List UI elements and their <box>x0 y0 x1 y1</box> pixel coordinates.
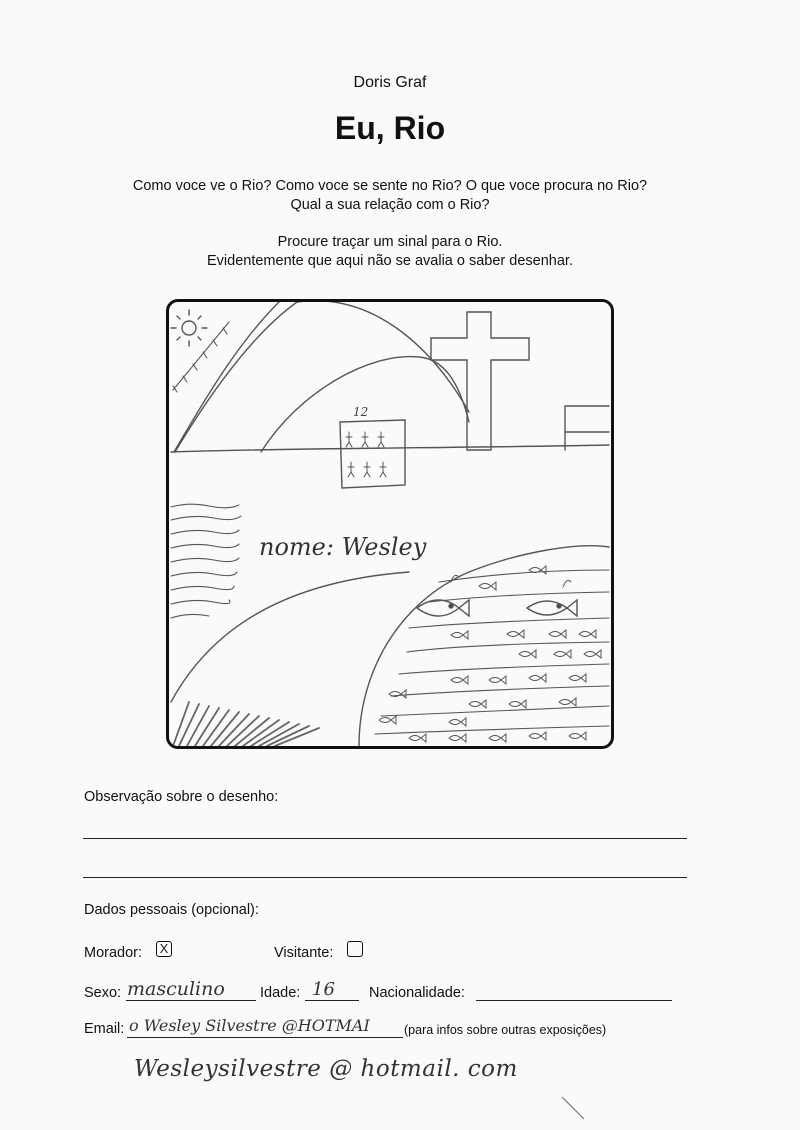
sea-waves-left <box>171 504 241 618</box>
flag-icon <box>565 406 609 450</box>
small-fish-school <box>379 566 601 742</box>
email-label: Email: <box>84 1021 125 1037</box>
horizon-line <box>171 445 609 452</box>
cross-icon <box>431 312 529 450</box>
calendar-icon <box>340 420 405 488</box>
child-drawing <box>169 302 611 746</box>
calendar-number: 12 <box>353 405 369 419</box>
questions-line-2: Qual a sua relação com o Rio? <box>290 197 490 213</box>
visitor-checkbox[interactable] <box>347 941 363 957</box>
instruction-line-2: Evidentemente que aqui não se avalia o saber desenhar. <box>207 253 573 269</box>
sea-lines-right <box>375 570 609 734</box>
drawing-name-text: nome: Wesley <box>259 533 427 561</box>
age-value: 16 <box>312 979 335 1000</box>
observation-label: Observação sobre o desenho: <box>84 789 279 805</box>
nationality-label: Nacionalidade: <box>369 985 465 1001</box>
pen-stroke-mark <box>560 1095 590 1125</box>
fish-icon-large-2 <box>527 580 577 616</box>
sex-field-line[interactable] <box>126 1000 256 1001</box>
drawing-frame <box>166 299 614 749</box>
nationality-field-line[interactable] <box>476 1000 672 1001</box>
author-name: Doris Graf <box>353 74 427 91</box>
email-field-line[interactable] <box>127 1037 403 1038</box>
observation-line-1[interactable] <box>83 838 687 839</box>
sex-value: masculino <box>127 978 225 1000</box>
grass-scribble <box>173 702 319 746</box>
observation-line-2[interactable] <box>83 877 687 878</box>
email-handwritten-extra: Wesleysilvestre @ hotmail. com <box>134 1056 518 1082</box>
page-title: Eu, Rio <box>334 110 446 146</box>
beach-curve <box>171 572 409 702</box>
resident-label: Morador: <box>84 945 143 961</box>
age-field-line[interactable] <box>305 1000 359 1001</box>
visitor-label: Visitante: <box>274 945 334 961</box>
questions-line-1: Como voce ve o Rio? Como voce se sente no Rio? O que voce procura no Rio? <box>132 178 648 194</box>
age-label: Idade: <box>260 985 301 1001</box>
email-value: o Wesley Silvestre @HOTMAI <box>129 1016 370 1035</box>
sun-icon <box>171 310 207 346</box>
resident-checkbox[interactable]: X <box>156 941 172 957</box>
personal-data-label: Dados pessoais (opcional): <box>84 902 259 918</box>
email-note: (para infos sobre outras exposições) <box>404 1023 607 1037</box>
instruction-line-1: Procure traçar um sinal para o Rio. <box>277 234 503 250</box>
sex-label: Sexo: <box>84 985 122 1001</box>
